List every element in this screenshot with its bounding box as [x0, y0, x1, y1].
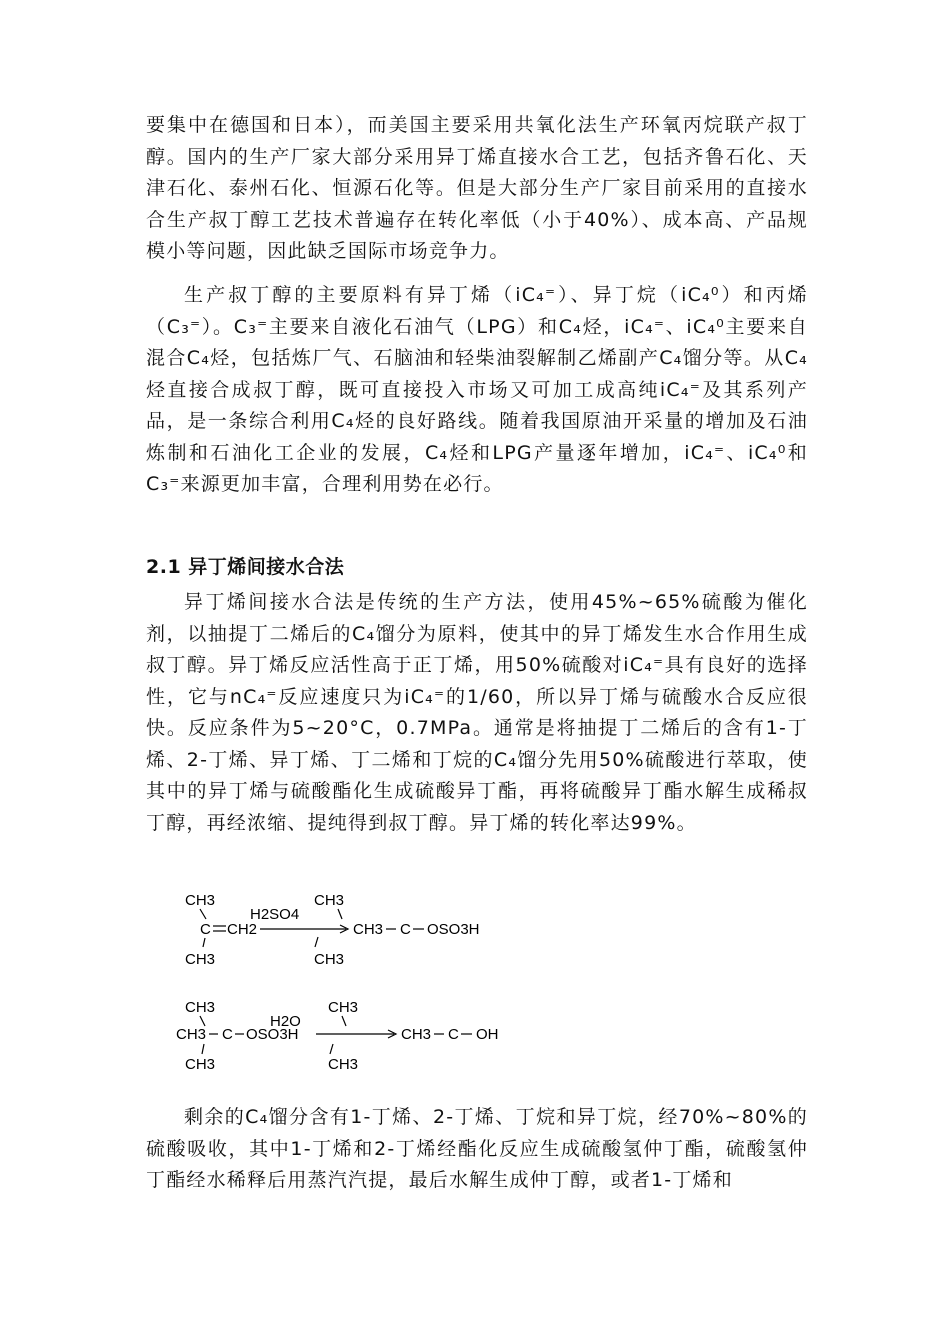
eq1-ch3-top: CH3 — [185, 892, 216, 909]
eq1-reagent: H2SO4 — [250, 906, 300, 923]
eq1-bond-bottom — [203, 938, 205, 947]
eq2-group: OSO3H — [246, 1026, 299, 1043]
eq1-product-ch3-bottom: CH3 — [314, 951, 345, 968]
eq1-product-bond-top — [338, 909, 342, 919]
paragraph-raw-materials: 生产叔丁醇的主要原料有异丁烯（iC₄⁼）、异丁烷（iC₄⁰）和丙烯（C₃⁼）。C₃⁼主要来自液化石油气（LPG）和C₄烃，iC₄⁼、iC₄⁰主要来自混合C₄烃，包括炼厂气、石脑油和轻柴油裂解制乙烯副产C₄馏分等。从C₄烃直接合成叔丁醇，既可直接投入市场又可加工成高纯iC₄⁼及其系列产品，是一条综合利用C₄烃的良好路线。随着我国原油开采量的增加及石油炼制和石油化工企业的发展，C₄烃和LPG产量逐年增加，iC₄⁼、iC₄⁰和C₃⁼来源更加丰富，合理利用势在必行。 — [146, 284, 808, 495]
eq2-ch3-bottom: CH3 — [185, 1056, 216, 1073]
section-heading: 2.1 异丁烯间接水合法 — [146, 556, 345, 578]
eq2-product-bond-bottom — [330, 1044, 333, 1054]
reaction-equation-1 — [160, 885, 520, 975]
eq2-carbon: C — [222, 1026, 233, 1043]
eq1-carbon: C — [200, 921, 211, 938]
eq2-product-ch3-bottom: CH3 — [328, 1056, 359, 1073]
eq1-ch3-bottom: CH3 — [185, 951, 216, 968]
eq2-product-group: OH — [476, 1026, 499, 1043]
eq2-reagent: H2O — [270, 1013, 301, 1030]
paragraph-production-status: 要集中在德国和日本），而美国主要采用共氧化法生产环氧丙烷联产叔丁醇。国内的生产厂家大部分采用异丁烯直接水合工艺，包括齐鲁石化、天津石化、泰州石化、恒源石化等。但是大部分生产厂家目前采用的直接水合生产叔丁醇工艺技术普遍存在转化率低（小于40%）、成本高、产品规模小等问题，因此缺乏国际市场竞争力。 — [146, 114, 808, 262]
eq1-bond-top — [200, 909, 206, 919]
eq1-product-carbon: C — [400, 921, 411, 938]
eq2-ch3-left: CH3 — [176, 1026, 207, 1043]
eq2-bond-bottom — [202, 1044, 204, 1054]
eq2-product-ch3-left: CH3 — [401, 1026, 432, 1043]
eq2-product-carbon: C — [448, 1026, 459, 1043]
eq2-ch3-top: CH3 — [185, 999, 216, 1016]
eq2-product-bond-top — [342, 1016, 346, 1026]
reaction-equation-2 — [160, 992, 520, 1082]
eq1-product-ch3-top: CH3 — [314, 892, 345, 909]
eq1-product-bond-bottom — [315, 937, 318, 947]
eq1-product-group: OSO3H — [427, 921, 480, 938]
eq2-bond-top — [200, 1016, 205, 1026]
eq2-product-ch3-top: CH3 — [328, 999, 359, 1016]
paragraph-indirect-hydration: 异丁烯间接水合法是传统的生产方法，使用45%~65%硫酸为催化剂，以抽提丁二烯后的C₄馏分为原料，使其中的异丁烯发生水合作用生成叔丁醇。异丁烯反应活性高于正丁烯，用50%硫酸对iC₄⁼具有良好的选择性，它与nC₄⁼反应速度只为iC₄⁼的1/60，所以异丁烯与硫酸水合反应很快。反应条件为5~20°C，0.7MPa。通常是将抽提丁二烯后的含有1-丁烯、2-丁烯、异丁烯、丁二烯和丁烷的C₄馏分先用50%硫酸进行萃取，使其中的异丁烯与硫酸酯化生成硫酸异丁酯，再将硫酸异丁酯水解生成稀叔丁醇，再经浓缩、提纯得到叔丁醇。异丁烯的转化率达99%。 — [146, 591, 808, 834]
eq1-product-ch3-left: CH3 — [353, 921, 384, 938]
eq1-ch2: CH2 — [227, 921, 258, 938]
paragraph-remaining-c4: 剩余的C₄馏分含有1-丁烯、2-丁烯、丁烷和异丁烷，经70%~80%的硫酸吸收，其中1-丁烯和2-丁烯经酯化反应生成硫酸氢仲丁酯，硫酸氢仲丁酯经水稀释后用蒸汽汽提，最后水解生成仲丁醇，或者1-丁烯和 — [146, 1106, 808, 1191]
